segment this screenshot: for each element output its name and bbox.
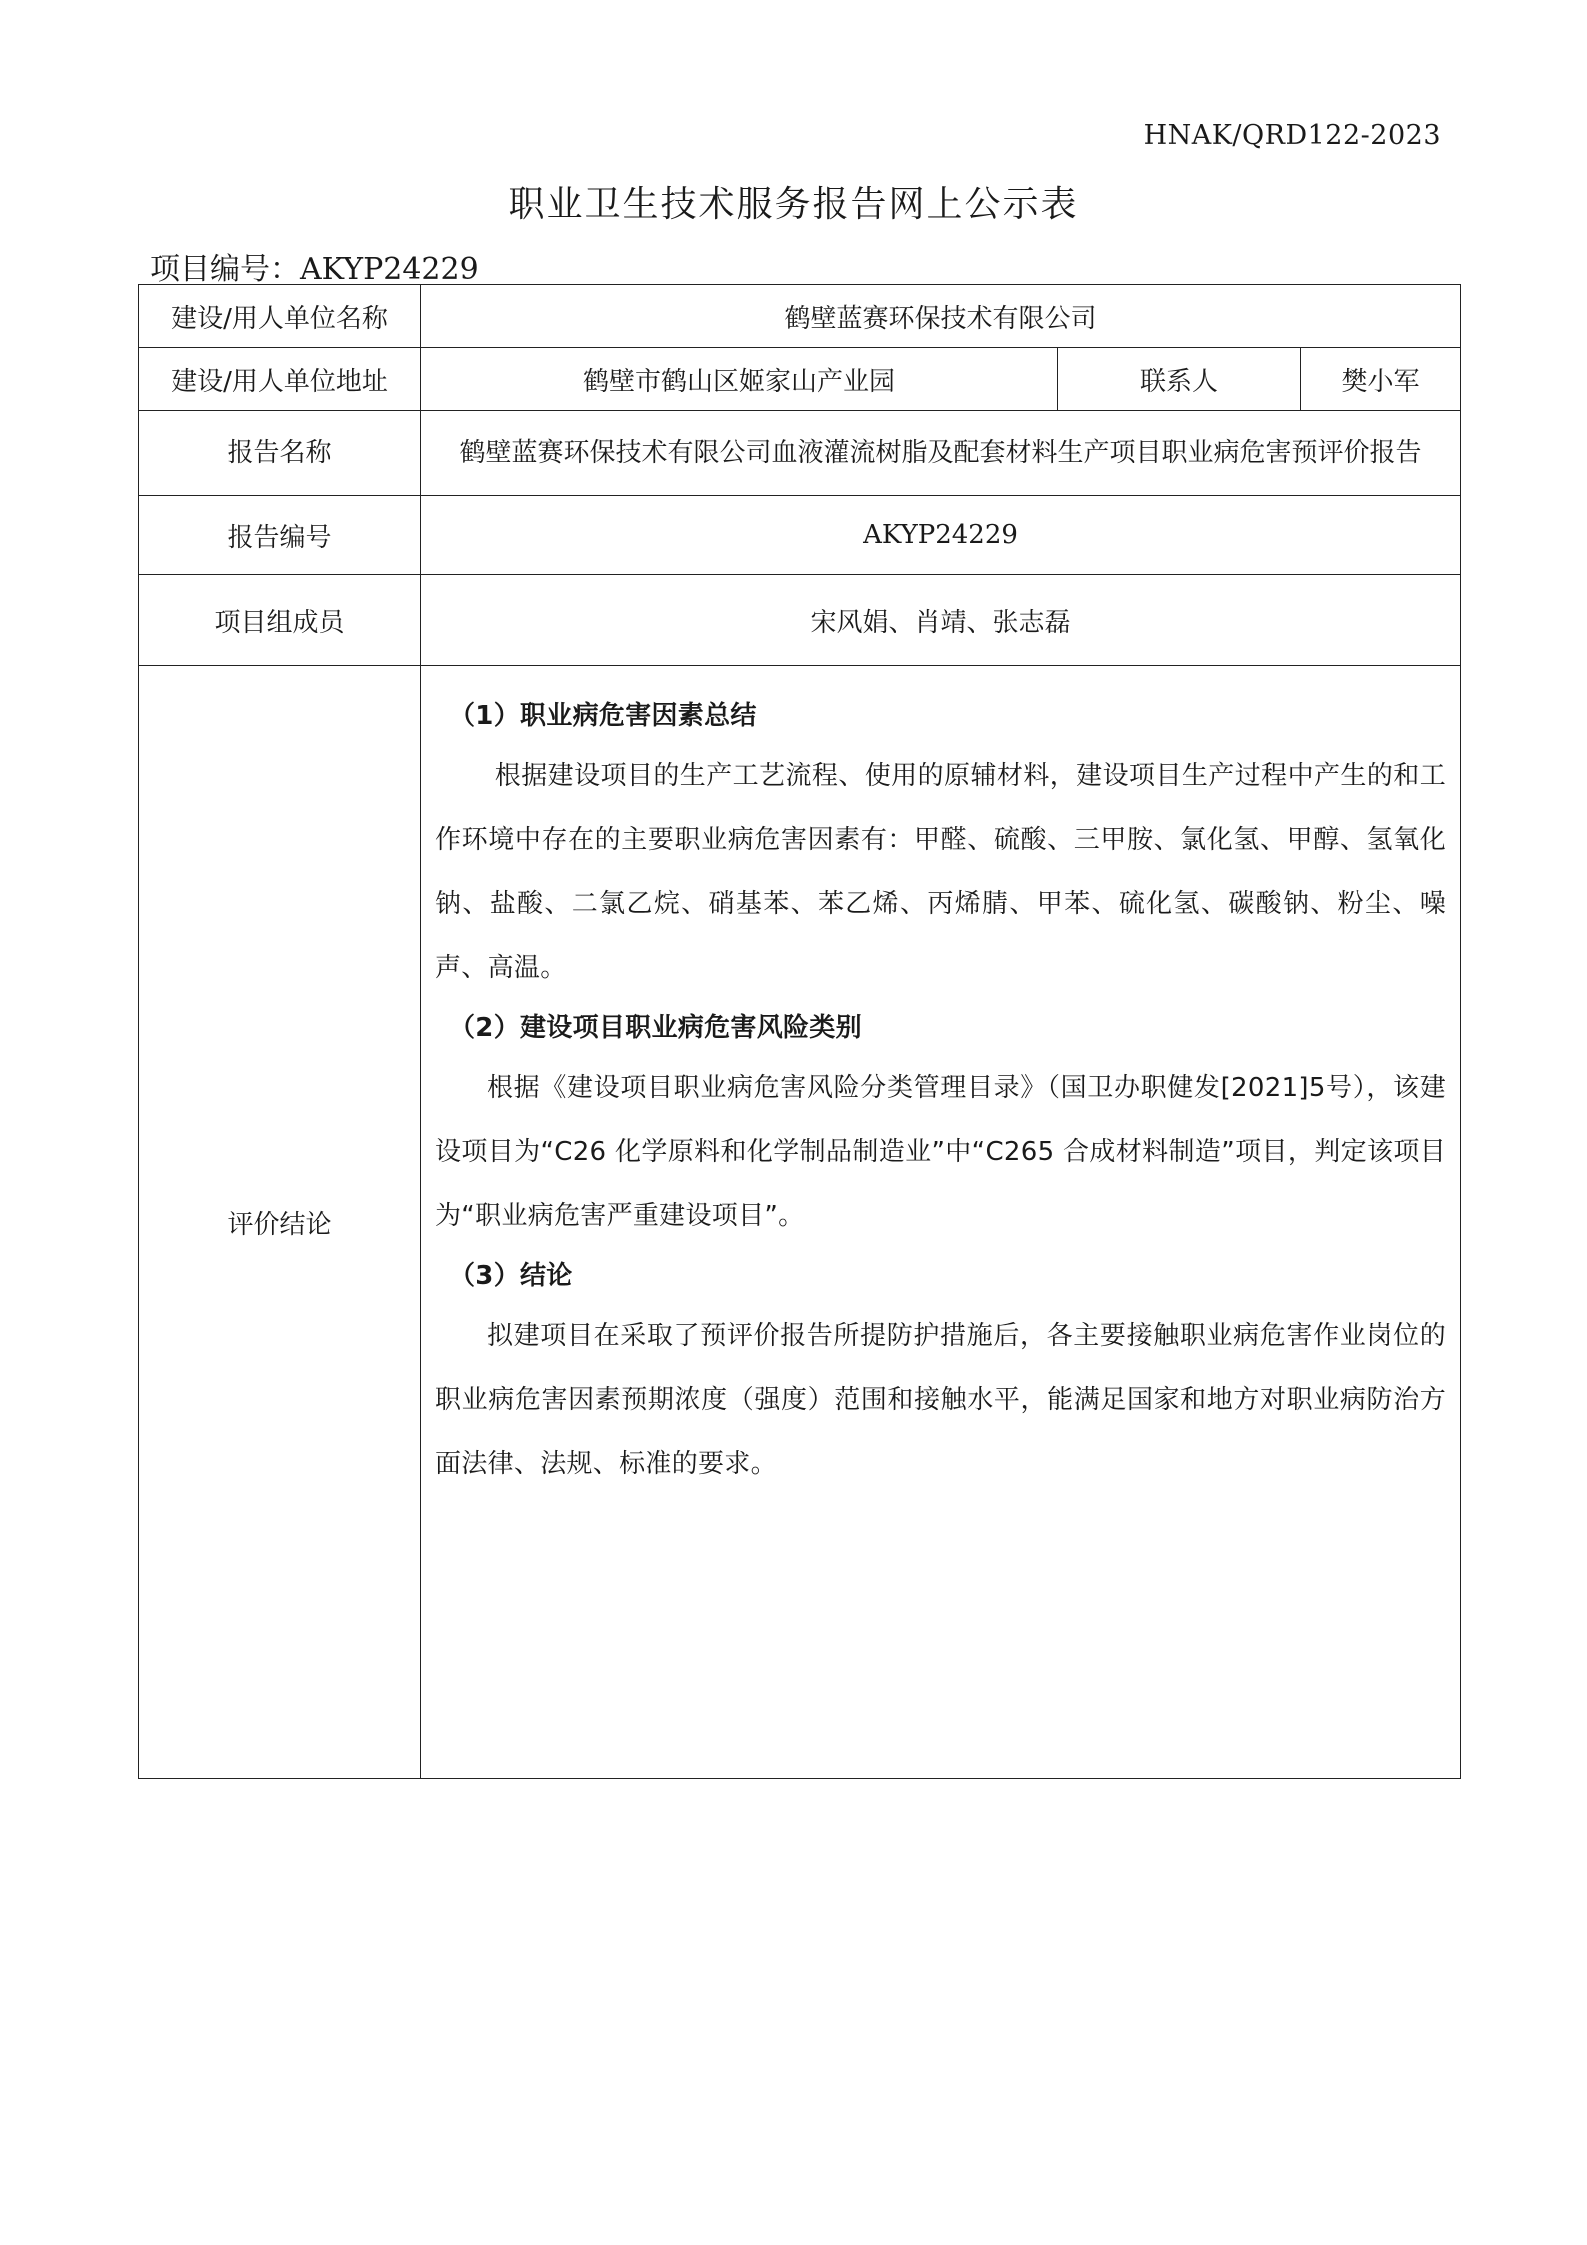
page-title: 职业卫生技术服务报告网上公示表: [508, 184, 1079, 225]
table-row: [139, 348, 1461, 411]
section1-title: （1）职业病危害因素总结: [449, 701, 757, 731]
contact-label: 联系人: [1058, 348, 1301, 411]
section2-text: 根据《建设项目职业病危害风险分类管理目录》（国卫办职健发[2021]5号），该建设项目为“C26 化学原料和化学制品制造业”中“C265 合成材料制造”项目，判定该项目为“职业病危害严重建设项目”。: [435, 1073, 1447, 1231]
project-number: 项目编号：AKYP24229: [150, 252, 479, 287]
section1-text: 根据建设项目的生产工艺流程、使用的原辅材料，建设项目生产过程中产生的和工作环境中存在的主要职业病危害因素有：甲醛、硫酸、三甲胺、氯化氢、甲醇、氢氧化钠、盐酸、二氯乙烷、硝基苯、苯乙烯、丙烯腈、甲苯、硫化氢、碳酸钠、粉尘、噪声、高温。: [435, 761, 1447, 983]
report-name-value: 鹤壁蓝赛环保技术有限公司血液灌流树脂及配套材料生产项目职业病危害预评价报告: [421, 411, 1461, 496]
disclosure-table: [138, 284, 1461, 1779]
table-row: [139, 496, 1461, 575]
conclusion-label: 评价结论: [139, 666, 421, 1779]
conclusion-content: [421, 666, 1461, 1779]
report-number-label: 报告编号: [139, 496, 421, 575]
unit-address-value: 鹤壁市鹤山区姬家山产业园: [421, 348, 1058, 411]
report-name-label: 报告名称: [139, 411, 421, 496]
members-value: 宋风娟、肖靖、张志磊: [421, 575, 1461, 666]
table-row: [139, 666, 1461, 1779]
section3-text: 拟建项目在采取了预评价报告所提防护措施后，各主要接触职业病危害作业岗位的职业病危害因素预期浓度（强度）范围和接触水平，能满足国家和地方对职业病防治方面法律、法规、标准的要求。: [435, 1321, 1447, 1479]
report-number-value: AKYP24229: [421, 496, 1461, 575]
table-row: [139, 575, 1461, 666]
section3-title: （3）结论: [449, 1261, 573, 1291]
section2-title: （2）建设项目职业病危害风险类别: [449, 1013, 862, 1043]
members-label: 项目组成员: [139, 575, 421, 666]
table-row: [139, 285, 1461, 348]
document-code: HNAK/QRD122-2023: [1143, 120, 1441, 151]
contact-value: 樊小军: [1301, 348, 1461, 411]
unit-name-label: 建设/用人单位名称: [139, 285, 421, 348]
unit-name-value: 鹤壁蓝赛环保技术有限公司: [421, 285, 1461, 348]
unit-address-label: 建设/用人单位地址: [139, 348, 421, 411]
table-row: [139, 411, 1461, 496]
